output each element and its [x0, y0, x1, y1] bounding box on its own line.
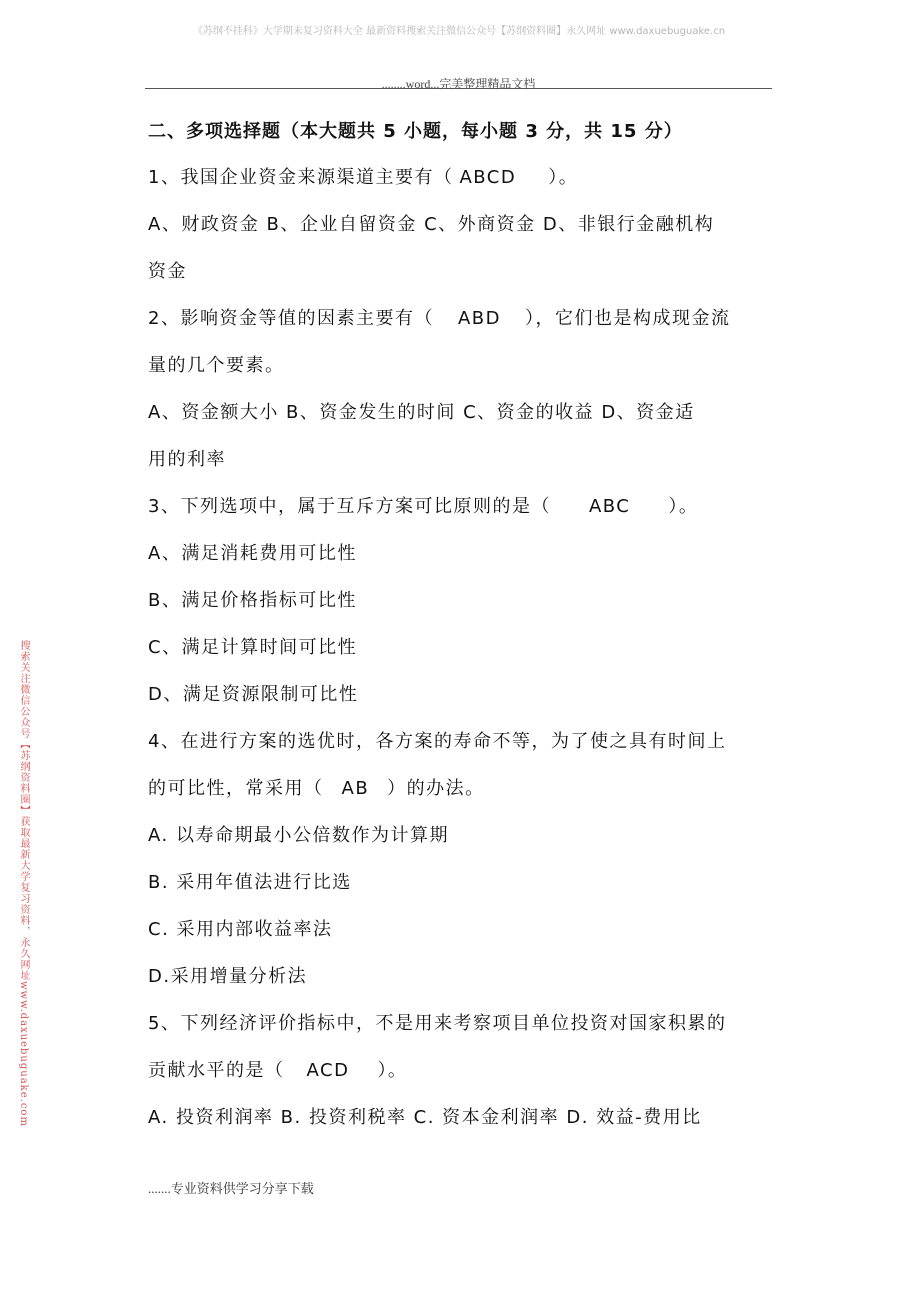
q3-option-c: C、满足计算时间可比性	[148, 637, 358, 658]
q5-stem-cont	[148, 1047, 778, 1094]
side-watermark: 搜索关注微信公众号【苏纲资料圈】获取最新大学复习资料，永久网址www.daxuebuguake.com	[18, 640, 29, 1127]
q1-options: A、财政资金 B、企业自留资金 C、外商资金 D、非银行金融机构	[148, 214, 715, 235]
q1-options-cont: 资金	[148, 261, 187, 282]
q2-answer: ABD	[457, 308, 501, 329]
q1-stem	[148, 154, 778, 201]
q2-stem-post: ），它们也是构成现金流	[524, 308, 731, 329]
q3-option-a: A、满足消耗费用可比性	[148, 543, 357, 564]
q5-answer: ACD	[306, 1060, 350, 1081]
q4-option-a: A. 以寿命期最小公倍数作为计算期	[148, 825, 449, 846]
q4-stem-cont	[148, 765, 778, 812]
q3-option-d: D、满足资源限制可比性	[148, 684, 359, 705]
q2-stem	[148, 295, 778, 342]
top-watermark: 《苏纲不挂科》大学期末复习资料大全 最新资料搜索关注微信公众号【苏纲资料圈】永久网址 www.daxuebuguake.cn	[192, 26, 726, 37]
q1-stem-pre: 1、我国企业资金来源渠道主要有（	[148, 167, 454, 188]
q2-options: A、资金额大小 B、资金发生的时间 C、资金的收益 D、资金适	[148, 402, 695, 423]
q4-stem: 4、在进行方案的选优时，各方案的寿命不等，为了使之具有时间上	[148, 731, 727, 752]
q5-stem-pre: 贡献水平的是（	[148, 1060, 285, 1081]
q2-stem-cont: 量的几个要素。	[148, 355, 285, 376]
q3-stem-pre: 3、下列选项中，属于互斥方案可比原则的是（	[148, 496, 551, 517]
q3-answer: ABC	[588, 496, 631, 517]
document-body	[148, 114, 778, 1141]
q5-stem-post: ）。	[377, 1060, 408, 1081]
q2-stem-pre: 2、影响资金等值的因素主要有（	[148, 308, 434, 329]
q3-stem-post: ）。	[668, 496, 699, 517]
q4-stem-pre: 的可比性，常采用（	[148, 778, 324, 799]
page-footer: .......专业资料供学习分享下载	[148, 1181, 314, 1196]
q5-stem: 5、下列经济评价指标中，不是用来考察项目单位投资对国家积累的	[148, 1013, 727, 1034]
q4-answer: AB	[341, 778, 370, 799]
q4-option-c: C. 采用内部收益率法	[148, 919, 333, 940]
q4-option-b: B. 采用年值法进行比选	[148, 872, 352, 893]
q3-stem	[148, 483, 778, 530]
q1-stem-post: ）。	[548, 167, 579, 188]
section-title: 二、多项选择题（本大题共 5 小题，每小题 3 分，共 15 分）	[148, 121, 683, 142]
page-header: ........word...完美整理精品文档	[381, 77, 536, 91]
q2-options-cont: 用的利率	[148, 449, 226, 470]
q3-option-b: B、满足价格指标可比性	[148, 590, 357, 611]
q5-options: A. 投资利润率 B. 投资利税率 C. 资本金利润率 D. 效益-费用比	[148, 1107, 702, 1128]
q4-stem-post: ）的办法。	[387, 778, 485, 799]
header-rule	[145, 88, 772, 89]
q1-answer: ABCD	[459, 167, 517, 188]
q4-option-d: D.采用增量分析法	[148, 966, 308, 987]
